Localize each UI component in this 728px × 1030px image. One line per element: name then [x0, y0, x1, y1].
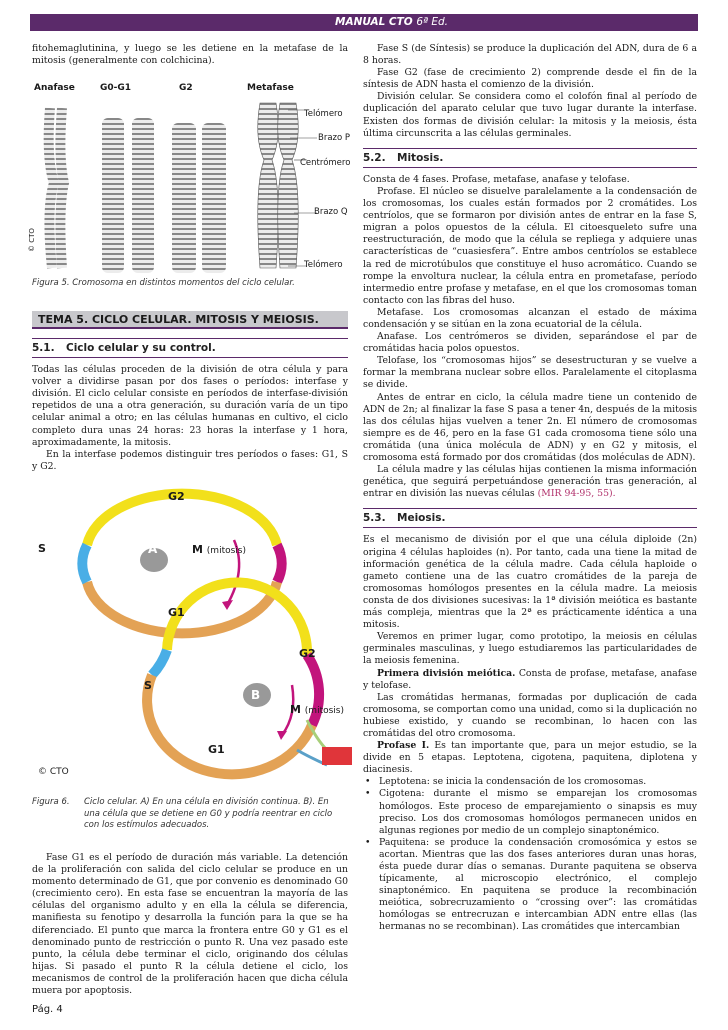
chromosome-g2 — [172, 123, 196, 273]
page-number: Pág. 4 — [32, 1004, 63, 1015]
section-heading-5-1: 5.1. Ciclo celular y su control. — [32, 338, 348, 358]
label-telomero: Telómero — [304, 260, 343, 270]
cycle-b-label-s: S — [144, 679, 152, 692]
chromosome-metafase — [278, 103, 299, 268]
figure-5 — [28, 80, 362, 290]
figure-6-caption-num: Figura 6. — [32, 797, 70, 807]
profase-stages-list — [363, 776, 697, 933]
chromosome-g1 — [132, 118, 154, 273]
cycle-b-label-g0: G0 — [327, 764, 343, 775]
cycle-a-label-center: A — [148, 542, 158, 556]
chromatid-anafase — [60, 108, 64, 268]
cycle-a-label-g1: G1 — [168, 606, 185, 619]
cycle-b-label-g2: G2 — [299, 647, 316, 660]
label-brazo-q: Brazo Q — [314, 207, 348, 217]
list-item: • Cigotena: durante el mismo se emparejan los cromosomas homólogos. Este proceso de emparejamiento o sinapsis es muy preciso. Los dos cromosomas homólogos permanecen unidos en algunas regiones por medio de un complejo sinaptonémico. — [363, 788, 697, 836]
copyright: © CTO — [28, 228, 36, 252]
cell-cycle-diagram — [32, 485, 352, 785]
chromosome-metafase — [258, 103, 279, 268]
label-brazo-p: Brazo P — [318, 133, 351, 143]
g0-box — [322, 747, 352, 765]
label-centromero: Centrómero — [300, 158, 351, 168]
figure-6-caption: Ciclo celular. A) En una célula en división continua. B). En una célula que se detiene en G0 y podría reentrar en ciclo con los estímulos adecuados. — [84, 797, 333, 831]
cycle-a-label-g2: G2 — [168, 490, 185, 503]
cycle-a-s-arc — [82, 545, 87, 582]
chromosome-g1 — [102, 118, 124, 273]
list-item: • Leptotena: se inicia la condensación de los cromosomas. — [363, 776, 697, 788]
chromosome-g2 — [202, 123, 226, 273]
left-section-51: 5.1. Ciclo celular y su control. Todas las células proceden de la división de otra célula y para volver a dividirse pasan por dos fases o períodos: interfase y división. El ciclo celular consiste en períodos de interfase-división repetidos de una a otra generación, su duración varía de un tipo celular animal a otro; en las células humanas en cultivo, el ciclo completo dura unas 24 horas: 23 horas la interfase y 1 hora, aproximadamente, la mitosis. En la interfase podemos distinguir tres períodos o fases: G1, S y G2. — [32, 334, 348, 473]
cycle-b-label-m: M (mitosis) — [290, 703, 345, 716]
figure-5-caption: Figura 5. Cromosoma en distintos momentos del ciclo celular. — [32, 278, 295, 288]
left-g1-paragraph: Fase G1 es el período de duración más variable. La detención de la proliferación con salida del ciclo celular se produce en un momento determinado de G1, que por convenio es denominado G0 (crecimiento cero). En esta fase se encuentran la mayoría de las células del organismo adulto y en ella la célula se diferencia, manifiesta su fenotipo y desarrolla la función para la que se ha diferenciado. El punto que marca la frontera entre G0 y G1 es el denominado punto de restricción o punto R. Una vez pasado este punto, la célula debe terminar el ciclo, originando dos células hijas. Si pasado el punto R la célula detiene el ciclo, los mecanismos de control de la proliferación hacen que dicha célula muera por apoptosis. — [32, 852, 348, 997]
mir-reference: (MIR 94-95, 55). — [537, 488, 616, 500]
chromatid-anafase — [49, 108, 54, 268]
right-column: Fase S (de Síntesis) se produce la duplicación del ADN, dura de 6 a 8 horas. Fase G2 (fase de crecimiento 2) comprende desde el fin de la síntesis de ADN hasta el comienzo de la división. División celular. Se considera como el colofón final al período de duplicación del aparato celular que tuvo lugar durante la interfase. Existen dos formas de división celular: la mitosis y la meiosis, ésta última circunscrita a las células germinales. 5.2. Mitosis. Consta de 4 fases. Profase, metafase, anafase y telofase. Profase. El núcleo se disuelve paralelamente a la condensación de los cromosomas, los cuales están formados por 2 cromátides. Los centríolos, que se formaron por división antes de entrar en la fase S, migran a polos opuestos de la célula. El citoesqueleto sufre una reestructuración, de modo que la célula se repliega y adquiere unas características de “cuasiesfera”. Entre ambos centríolos se establece la red de microtúbulos que constituye el huso acromático. Cuando se rompe la envoltura nuclear, la célula entra en prometafase, período intermedio entre profase y metafase, en el que los cromosomas toman contacto con las fibras del huso. Metafase. Los cromosomas alcanzan el estado de máxima condensación y se sitúan en la zona ecuatorial de la célula. Anafase. Los centrómeros se dividen, separándose el par de cromátidas hacia polos opuestos. Telofase, los “cromosomas hijos” se desestructuran y se vuelve a formar la membrana nuclear sobre ellos. Paralelamente el citoplasma se divide. Antes de entrar en ciclo, la célula madre tiene un contenido de ADN de 2n; al finalizar la fase S pasa a tener 4n, después de la mitosis las dos células hijas vuelven a tener 2n. El número de cromosomas siempre es de 46, pero en la fase G1 cada cromosoma tiene sólo una cromátida (una única molécula de ADN) y en G2 y mitosis, el cromosoma está formado por dos cromátidas (dos moléculas de ADN). La célula madre y las células hijas contienen la misma información genética, que seguirá perpetuándose generación tras generación, al entrar en división las nuevas células (MIR 94-95, 55). 5.3. Meiosis. Es el mecanismo de división por el que una célula diploide (2n) origina 4 células haploides (n). Por tanto, cada una tiene la mitad de información genética de la célula madre. Cada célula haploide o gameto contiene una de las cuatro cromátides de la pareja de cromosomas homólogos presentes en la célula madre. La meiosis consta de dos divisiones sucesivas: la 1ª división meiótica es bastante más compleja, mientras que la 2ª es prácticamente idéntica a una mitosis. Veremos en primer lugar, como prototipo, la meiosis en células germinales masculinas, y luego estudiaremos las particularidades de la meiosis femenina. Primera división meiótica. Consta de profase, metafase, anafase y telofase. Las cromátidas hermanas, formadas por duplicación de cada cromosoma, se comportan como una unidad, como si la duplicación no hubiese existido, y cuando se recombinan, lo hacen con las cromátidas del otro cromosoma. Profase I. Es tan importante que, para un mejor estudio, se la divide en 5 etapas. Leptotena, cigotena, paquitena, diplotena y diacinesis. • Leptotena: se inicia la condensación de los cromosomas. • Cigotena: durante el mismo se emparejan los cromosomas homólogos. Este proceso de emparejamiento o sinapsis es muy preciso. Los dos cromosomas homólogos permanecen unidos en algunas regiones por medio de un complejo sinaptonémico. • Paquitena: se produce la condensación cromosómica y estos se acortan. Mientras que las dos fases anteriores duran unas horas, ésta puede durar días o semanas. Durante paquitena se observa típicamente, al microscopio electrónico, el complejo sinaptonémico. En paquitena se produce la recombinación meiótica, sobrecruzamiento o “crossing over”: las cromátidas homólogas se entrecruzan e intercambian ADN entre ellas (las hermanas no se recombinan). Las cromátides que intercambian — [363, 43, 697, 934]
phase-label: G2 — [179, 83, 193, 93]
phase-label: Metafase — [247, 83, 294, 93]
cycle-b-s-arc — [152, 650, 167, 675]
section-heading-5-2: 5.2. Mitosis. — [363, 148, 697, 168]
tema-heading: TEMA 5. CICLO CELULAR. MITOSIS Y MEIOSIS. — [32, 311, 348, 329]
phase-label: Anafase — [34, 83, 75, 93]
cycle-b-label-center: B — [251, 688, 261, 702]
running-header: MANUAL CTO 6ª Ed. — [30, 14, 698, 31]
cycle-a-m-arc — [277, 545, 282, 582]
cycle-a-label-m: M (mitosis) — [192, 543, 247, 556]
section-heading-5-3: 5.3. Meiosis. — [363, 508, 697, 528]
figure-6 — [32, 485, 352, 830]
cycle-a-label-s: S — [38, 542, 46, 555]
phase-label: G0-G1 — [100, 83, 132, 93]
cycle-b-label-g1: G1 — [208, 743, 225, 756]
label-telomero: Telómero — [304, 109, 343, 119]
list-item: • Paquitena: se produce la condensación cromosómica y estos se acortan. Mientras que las dos fases anteriores duran unas horas, ésta puede durar días o semanas. Durante paquitena se observa típicamente, al microscopio electrónico, el complejo sinaptonémico. En paquitena se produce la recombinación meiótica, sobrecruzamiento o “crossing over”: las cromátidas homólogas se entrecruzan e intercambian ADN entre ellas (las hermanas no se recombinan). Las cromátides que intercambian — [363, 837, 697, 934]
left-intro: fitohemaglutinina, y luego se les detiene en la metafase de la mitosis (generalmente con colchicina). — [32, 43, 348, 67]
copyright: © CTO — [38, 767, 69, 777]
